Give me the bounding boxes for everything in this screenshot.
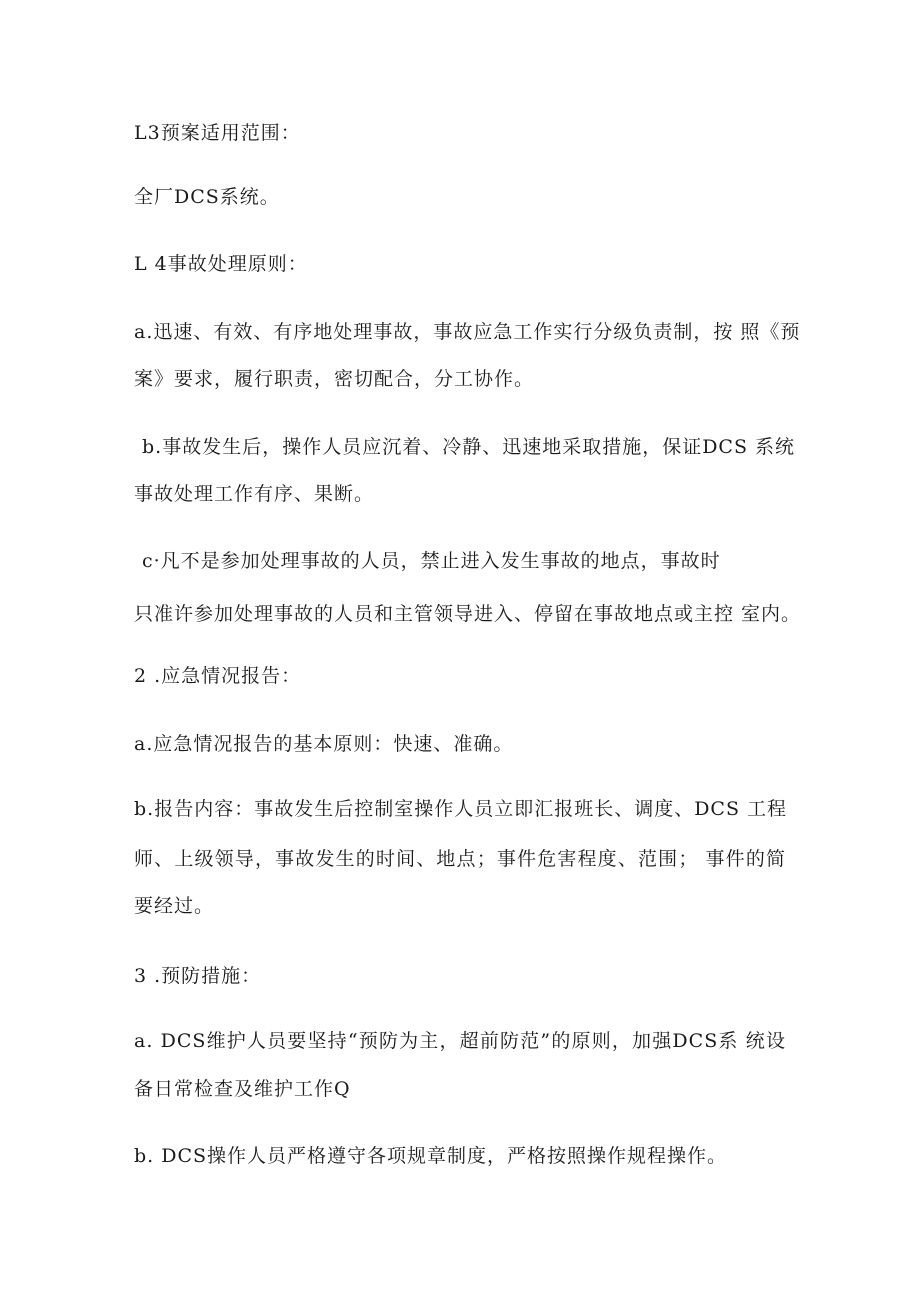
paragraph-line: 师、上级领导，事故发生的时间、地点；事件危害程度、范围； 事件的简	[134, 848, 786, 870]
paragraph-line: 只准许参加处理事故的人员和主管领导进入、停留在事故地点或主控 室内。	[134, 603, 802, 625]
paragraph-line: b.事故发生后，操作人员应沉着、冷静、迅速地采取措施，保证DCS 系统	[142, 436, 796, 458]
section-heading-principles: L 4事故处理原则：	[134, 253, 308, 275]
section-heading-report: 2 .应急情况报告：	[134, 665, 302, 687]
section-heading-prevention: 3 .预防措施：	[134, 965, 262, 987]
paragraph-line: 备日常检查及维护工作Q	[134, 1078, 351, 1100]
section-heading-scope: L3预案适用范围：	[134, 122, 301, 144]
paragraph-line: c·凡不是参加处理事故的人员，禁止进入发生事故的地点，事故时	[142, 550, 721, 572]
paragraph-line: a.应急情况报告的基本原则：快速、准确。	[134, 733, 514, 755]
paragraph-line: a. DCS维护人员要坚持“预防为主，超前防范”的原则，加强DCS系 统设	[134, 1030, 786, 1052]
paragraph-line: 事故处理工作有序、果断。	[134, 483, 375, 505]
paragraph-line: a.迅速、有效、有序地处理事故，事故应急工作实行分级负责制，按 照《预	[134, 321, 801, 343]
paragraph-scope: 全厂DCS系统。	[134, 186, 280, 208]
paragraph-line: b.报告内容：事故发生后控制室操作人员立即汇报班长、调度、DCS 工程	[134, 798, 788, 820]
paragraph-line: 要经过。	[134, 895, 215, 917]
paragraph-line: b. DCS操作人员严格遵守各项规章制度，严格按照操作规程操作。	[134, 1145, 728, 1167]
paragraph-line: 案》要求，履行职责，密切配合，分工协作。	[134, 368, 535, 390]
